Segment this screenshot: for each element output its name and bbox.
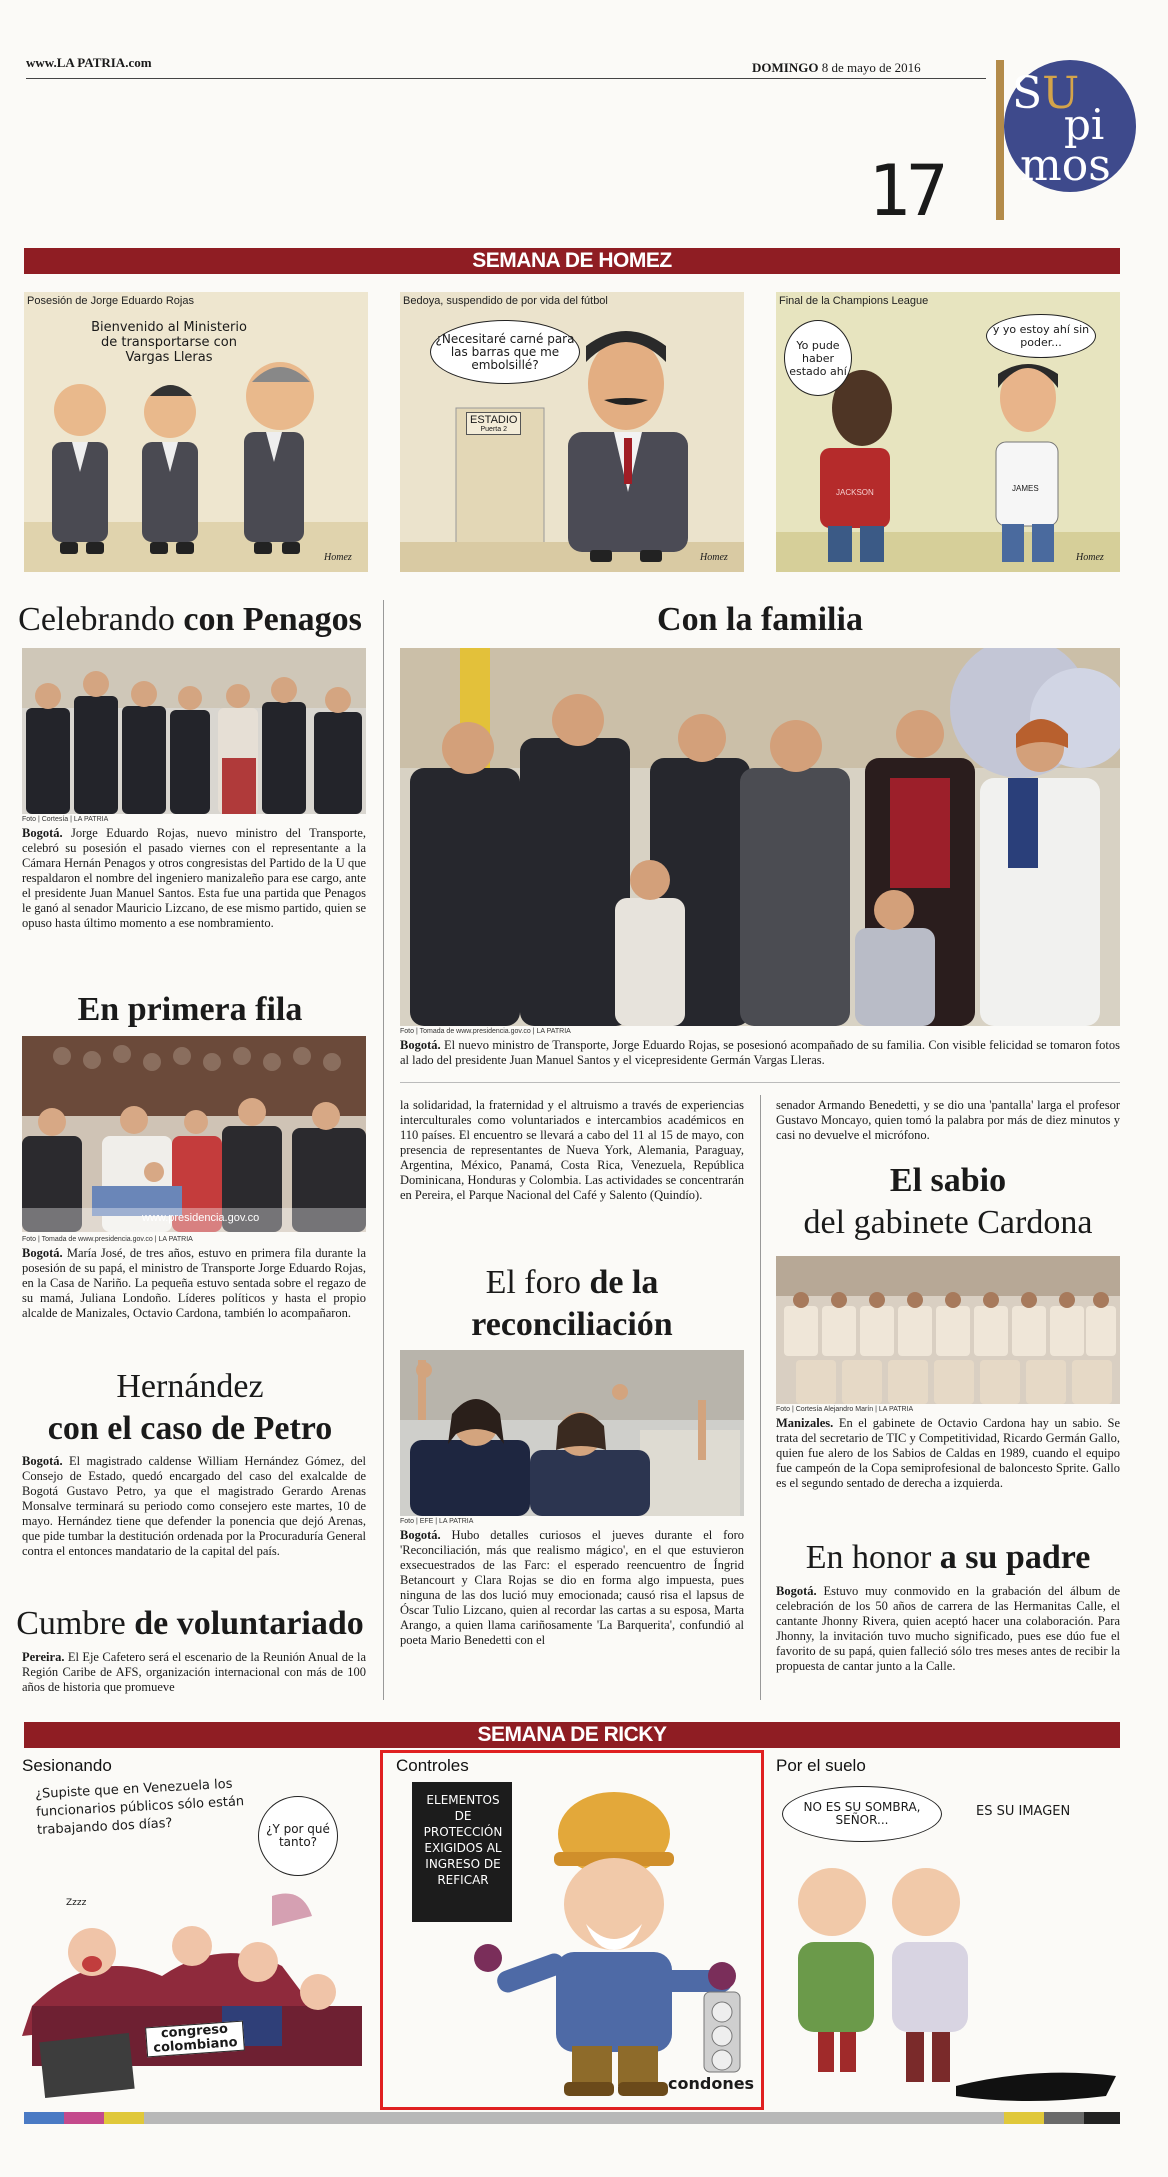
condones-label: condones — [668, 2074, 755, 2093]
cartoon-bedoya-title: Bedoya, suspendido de por vida del fútbol — [403, 295, 608, 307]
text-petro: El magistrado caldense William Hernández Gómez, del Consejo de Estado, quedó encargado del caso del exalcalde de Bogotá Gustavo Petro, ya que el magistrado Gerardo Arenas Monsalve terminará su periodo como consejero este martes, 10 de mayo. Hernández tiene que defender la ponencia que dejó Arenas, que pide tumbar la destitución ordenada por la Procuraduría General contra el entonces mandatario de la capital del país. — [22, 1454, 366, 1558]
stadium-sign-label: ESTADIO — [470, 414, 518, 426]
congreso-sign: congreso colombiano — [145, 2021, 245, 2058]
logo-circle — [1004, 60, 1136, 192]
color-bar-dark — [1044, 2112, 1084, 2124]
cartoon-posesion-signature: Homez — [324, 552, 352, 563]
place-petro: Bogotá. — [22, 1454, 63, 1468]
body-penagos — [22, 826, 366, 931]
cartoon-bedoya-signature: Homez — [700, 552, 728, 563]
cartoon-champions-signature: Homez — [1076, 552, 1104, 563]
photo-foro — [400, 1350, 744, 1516]
photo-sabio — [776, 1256, 1120, 1404]
place-penagos: Bogotá. — [22, 826, 63, 840]
body-voluntariado — [22, 1650, 366, 1695]
date-label: 8 de mayo de 2016 — [821, 60, 921, 75]
text-primera: María José, de tres años, estuvo en primera fila durante la posesión de su papá, el ministro de Transporte Jorge Eduardo Rojas, en la Casa de Nariño. La pequeña estuvo sentada sobre el regazo de su mamá, Juliana Londoño. Líderes políticos y hasta el propio alcalde de Manizales, Octavio Cardona, también lo acompañaron. — [22, 1246, 366, 1320]
homez-banner: SEMANA DE HOMEZ — [24, 248, 1120, 274]
cartoon-sesionando-bubble-reply: ¿Y por qué tanto? — [258, 1796, 338, 1876]
headline-padre — [776, 1538, 1120, 1578]
cartoon-por-el-suelo-title: Por el suelo — [776, 1756, 866, 1775]
body-foro-continued: senador Armando Benedetti, y se dio una 'pantalla' larga el profesor Gustavo Moncayo, quien tomó la palabra por más de diez minutos y casi no devuelve el micrófono. — [776, 1098, 1120, 1142]
headline-sabio-b: del gabinete Cardona — [803, 1204, 1093, 1241]
photo-familia-image — [400, 648, 1120, 1026]
text-padre: Estuvo muy conmovido en la grabación del álbum de celebración de los 50 años de carrera de las Hermanitas Calle, el cantante Jhonny Rivera, quien aceptó hacer una colaboración. Para Jhonny, la invitación tuvo mucho significado, pues ese dúo fue el favorito de su papá, quien falleció sólo tres meses antes de recibir la propuesta de cantar junto a la Calle. — [776, 1584, 1120, 1673]
body-padre — [776, 1584, 1120, 1674]
cartoon-champions-bubble-right: y yo estoy ahí sin poder... — [986, 314, 1096, 358]
headline-voluntariado-a: Cumbre — [16, 1605, 135, 1642]
cartoon-champions-bubble-left: Yo pude haber estado ahí — [784, 320, 852, 396]
photo-penagos — [22, 648, 366, 814]
blackboard-text: ELEMENTOS DE PROTECCIÓN EXIGIDOS AL INGRESO DE REFICAR — [423, 1793, 503, 1887]
headline-petro — [14, 1366, 366, 1450]
cartoon-champions — [776, 292, 1120, 572]
photo-primera-watermark: www.presidencia.gov.co — [142, 1212, 260, 1224]
place-foro: Bogotá. — [400, 1528, 441, 1542]
text-voluntariado: El Eje Cafetero será el escenario de la Reunión Anual de la Región Caribe de AFS, organización internacional con más de 100 años de historia que promueve — [22, 1650, 366, 1694]
section-rule — [400, 1082, 1120, 1083]
headline-foro — [400, 1262, 744, 1346]
body-sabio — [776, 1416, 1120, 1491]
stadium-sign-sub: Puerta 2 — [480, 426, 507, 433]
credit-primera: Foto | Tomada de www.presidencia.gov.co | LA PATRIA — [22, 1236, 193, 1243]
headline-sabio — [776, 1160, 1120, 1244]
shirt-jackson: JACKSON — [836, 488, 874, 497]
cartoon-bedoya-bubble: ¿Necesitaré carné para las barras que me embolsillé? — [430, 320, 580, 384]
cartoon-controles-title: Controles — [396, 1756, 469, 1775]
color-bar-gray — [144, 2112, 1004, 2124]
headline-voluntariado-b: de voluntariado — [134, 1605, 364, 1642]
headline-penagos-b: con Penagos — [183, 601, 362, 638]
stadium-sign — [466, 412, 521, 435]
body-foro — [400, 1528, 744, 1648]
cartoon-bedoya — [400, 292, 744, 572]
color-bar-cyan — [24, 2112, 64, 2124]
headline-petro-b: con el caso de Petro — [47, 1410, 333, 1447]
cartoon-sesionando — [22, 1756, 368, 2106]
credit-foro: Foto | EFE | LA PATRIA — [400, 1518, 474, 1525]
color-bar-yellow-2 — [1004, 2112, 1044, 2124]
place-primera: Bogotá. — [22, 1246, 63, 1260]
color-bar-yellow — [104, 2112, 144, 2124]
headline-padre-b: a su padre — [939, 1539, 1091, 1576]
day-label: DOMINGO — [752, 60, 819, 75]
body-familia — [400, 1038, 1120, 1068]
edition-date — [752, 60, 921, 76]
headline-familia: Con la familia — [657, 601, 863, 638]
column-rule-right — [760, 1095, 761, 1700]
text-sabio: En el gabinete de Octavio Cardona hay un sabio. Se trata del secretario de TIC y Competitividad, Ricardo Germán Gallo, quien fue alero de los Sabios de Caldas en 1989, cuando el equipo fue campeón de la Copa semiprofesional de baloncesto Sprite. Gallo es el segundo sentado de derecha a izquierda. — [776, 1416, 1120, 1490]
body-petro — [22, 1454, 366, 1559]
headline-primera: En primera fila — [77, 991, 303, 1028]
credit-sabio: Foto | Cortesía Alejandro Marín | LA PATRIA — [776, 1406, 914, 1413]
photo-primera — [22, 1036, 366, 1232]
headline-foro-a: El foro — [485, 1264, 590, 1301]
shirt-james: JAMES — [1012, 484, 1039, 493]
photo-primera-image — [22, 1036, 366, 1232]
text-familia: El nuevo ministro de Transporte, Jorge Eduardo Rojas, se posesionó acompañado de su familia. Con visible felicidad se tomaron fotos al lado del presidente Juan Manuel Santos y el vicepresidente Germán Vargas Lleras. — [400, 1038, 1120, 1067]
credit-penagos: Foto | Cortesía | LA PATRIA — [22, 816, 109, 823]
cartoon-posesion-bubble: Bienvenido al Ministerio de transportarse con Vargas Lleras — [91, 320, 247, 365]
headline-voluntariado — [14, 1604, 366, 1644]
place-padre: Bogotá. — [776, 1584, 817, 1598]
color-bar-magenta — [64, 2112, 104, 2124]
cartoon-sesionando-snore: Zzzz — [66, 1898, 87, 1908]
supimos-logo — [996, 60, 1138, 220]
cartoon-posesion-title: Posesión de Jorge Eduardo Rojas — [27, 295, 194, 307]
body-primera — [22, 1246, 366, 1321]
photo-familia — [400, 648, 1120, 1026]
credit-familia: Foto | Tomada de www.presidencia.gov.co | LA PATRIA — [400, 1028, 571, 1035]
text-foro: Hubo detalles curiosos el jueves durante el foro 'Reconciliación, más que realismo mágico', en el que estuvieron exsecuestrados de las Farc: el esperado reencuentro de Íngrid Betancourt y Clara Rojas se dio en forma algo impuesta, pues ninguna de las dos lució muy emocionada; causó risa el lapsus de Óscar Tulio Lizcano, quien al recordar las cartas a su esposa, Marta Arango, a quien llama cariñosamente 'La Barquerita', confundió al poeta Mario Benedetti con el — [400, 1528, 744, 1647]
column-rule-left — [383, 600, 384, 1700]
photo-foro-image — [400, 1350, 744, 1516]
place-familia: Bogotá. — [400, 1038, 441, 1052]
ricky-banner: SEMANA DE RICKY — [24, 1722, 1120, 1748]
cartoon-por-el-suelo-bubble: NO ES SU SOMBRA, SEÑOR... — [782, 1786, 942, 1842]
cartoon-controles — [396, 1756, 755, 2106]
headline-penagos-a: Celebrando — [18, 601, 184, 638]
body-voluntariado-continued: la solidaridad, la fraternidad y el altruismo a través de experiencias interculturales como voluntariados e intercambios académicos en 110 países. El encuentro se llevará a cabo del 11 al 15 de mayo, con presencia de representantes de Nueva York, Alemania, Paraguay, Argentina, México, Panamá, Costa Rica, Venezuela, República Dominicana, Honduras y Colombia. Las actividades se concentrarán en Pereira, el Parque Nacional del Café y Salento (Quindío). — [400, 1098, 744, 1202]
place-voluntariado: Pereira. — [22, 1650, 65, 1664]
cartoon-por-el-suelo-reply: ES SU IMAGEN — [976, 1804, 1071, 1819]
header-rule — [26, 78, 986, 79]
page-number: 17 — [868, 150, 945, 232]
photo-sabio-image — [776, 1256, 1120, 1404]
cartoon-sesionando-bubble: ¿Supiste que en Venezuela los funcionarios públicos sólo están trabajando dos días? — [34, 1776, 245, 1838]
headline-petro-a: Hernández — [116, 1368, 264, 1405]
logo-mos: mos — [1020, 140, 1111, 191]
cartoon-por-el-suelo — [776, 1756, 1122, 2106]
cartoon-posesion — [24, 292, 368, 572]
text-penagos: Jorge Eduardo Rojas, nuevo ministro del Transporte, celebró su posesión el pasado viernes con el representante a la Cámara Hernán Penagos y otros congresistas del Partido de la U que respaldaron el nombre del ingeniero manizaleño para ese cargo, ante el presidente Juan Manuel Santos. Esta fue una partida que Penagos le ganó al senador Mauricio Lizcano, de ese mismo partido, quien se opuso hasta último momento a ese nombramiento. — [22, 826, 366, 930]
logo-pi: pi — [1064, 100, 1105, 149]
site-url: www.LA PATRIA.com — [26, 55, 152, 70]
logo-u: U — [1042, 68, 1080, 119]
headline-foro-b: de la reconciliación — [471, 1264, 673, 1343]
logo-s: S — [1012, 68, 1043, 119]
place-sabio: Manizales. — [776, 1416, 834, 1430]
color-bar-black — [1084, 2112, 1120, 2124]
cartoon-sesionando-title: Sesionando — [22, 1756, 112, 1775]
cartoon-champions-title: Final de la Champions League — [779, 295, 929, 307]
headline-penagos — [14, 600, 366, 640]
headline-sabio-a: El sabio — [889, 1162, 1007, 1199]
headline-padre-a: En honor — [805, 1539, 940, 1576]
photo-penagos-image — [22, 648, 366, 814]
